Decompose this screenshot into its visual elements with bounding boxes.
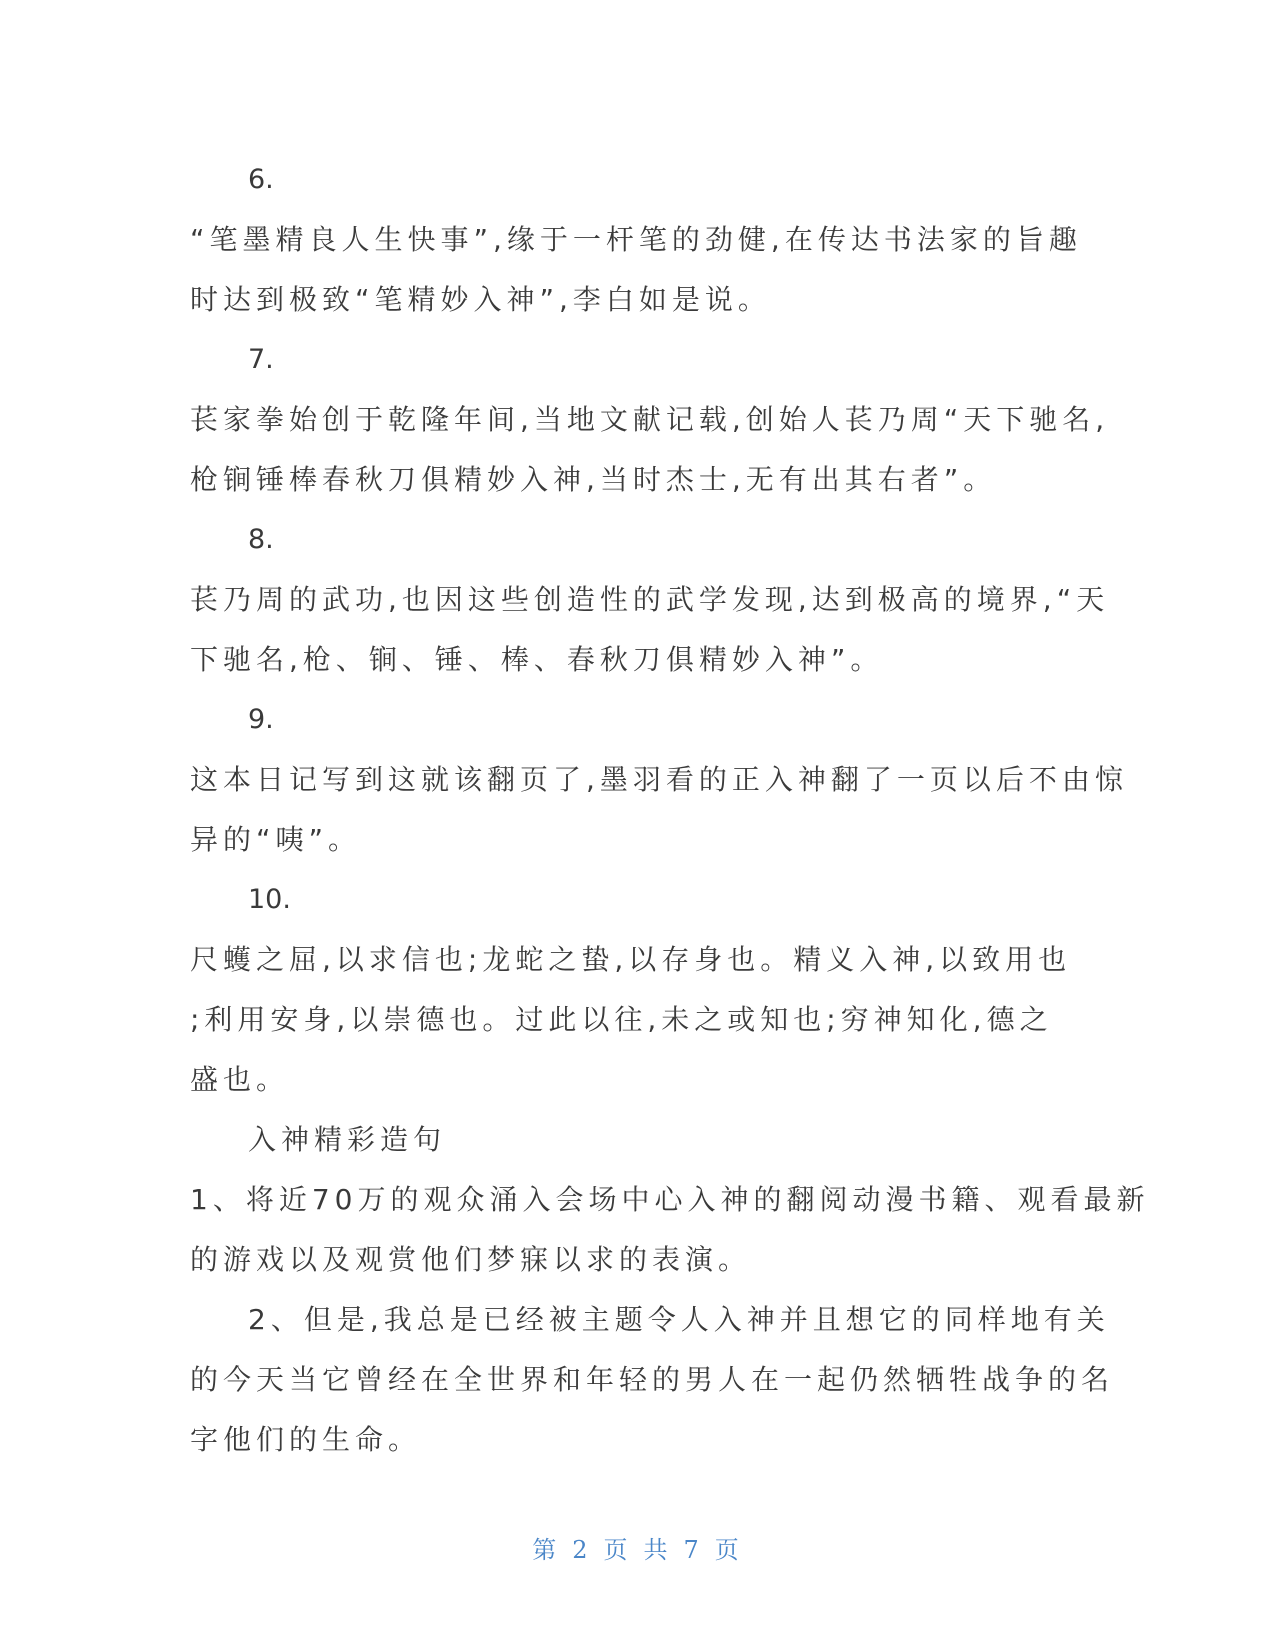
item-text-line: 盛也。 [190, 1063, 290, 1096]
section-title: 入神精彩造句 [248, 1123, 447, 1156]
sentence-line: 字他们的生命。 [190, 1423, 422, 1456]
sentence-line: 的今天当它曾经在全世界和年轻的男人在一起仍然牺牲战争的名 [190, 1363, 1115, 1396]
footer-total-pages: 7 [683, 1536, 703, 1564]
item-text-line: ;利用安身,以崇德也。过此以往,未之或知也;穷神知化,德之 [190, 1003, 1053, 1036]
sentence-line: 的游戏以及观赏他们梦寐以求的表演。 [190, 1243, 752, 1276]
footer-label-mid: 页 [603, 1536, 632, 1564]
item-number: 6. [248, 164, 274, 195]
item-text-line: 尺蠖之屈,以求信也;龙蛇之蛰,以存身也。精义入神,以致用也 [190, 943, 1072, 976]
footer-label-total: 共 [643, 1536, 672, 1564]
footer-current-page: 2 [572, 1536, 592, 1564]
sentence-line: 2、但是,我总是已经被主题令人入神并且想它的同样地有关 [248, 1303, 1110, 1336]
item-number: 7. [248, 344, 274, 375]
footer-label-end: 页 [714, 1536, 743, 1564]
item-text-line: 苌乃周的武功,也因这些创造性的武学发现,达到极高的境界,“天 [190, 583, 1110, 616]
item-text-line: 这本日记写到这就该翻页了,墨羽看的正入神翻了一页以后不由惊 [190, 763, 1128, 796]
item-number: 10. [248, 884, 291, 915]
item-text-line: 时达到极致“笔精妙入神”,李白如是说。 [190, 283, 771, 316]
page-content [190, 150, 1150, 1470]
item-text-line: “笔墨精良人生快事”,缘于一杆笔的劲健,在传达书法家的旨趣 [190, 223, 1082, 256]
item-text-line: 枪锏锤棒春秋刀俱精妙入神,当时杰士,无有出其右者”。 [190, 463, 997, 496]
item-text-line: 苌家拳始创于乾隆年间,当地文献记载,创始人苌乃周“天下驰名, [190, 403, 1110, 436]
item-text-line: 异的“咦”。 [190, 823, 362, 856]
footer-label-page: 第 [532, 1536, 561, 1564]
sentence-line: 1、将近70万的观众涌入会场中心入神的翻阅动漫书籍、观看最新 [190, 1183, 1150, 1216]
item-number: 8. [248, 524, 274, 555]
item-text-line: 下驰名,枪、锏、锤、棒、春秋刀俱精妙入神”。 [190, 643, 884, 676]
page-footer [0, 1530, 1275, 1565]
item-number: 9. [248, 704, 274, 735]
